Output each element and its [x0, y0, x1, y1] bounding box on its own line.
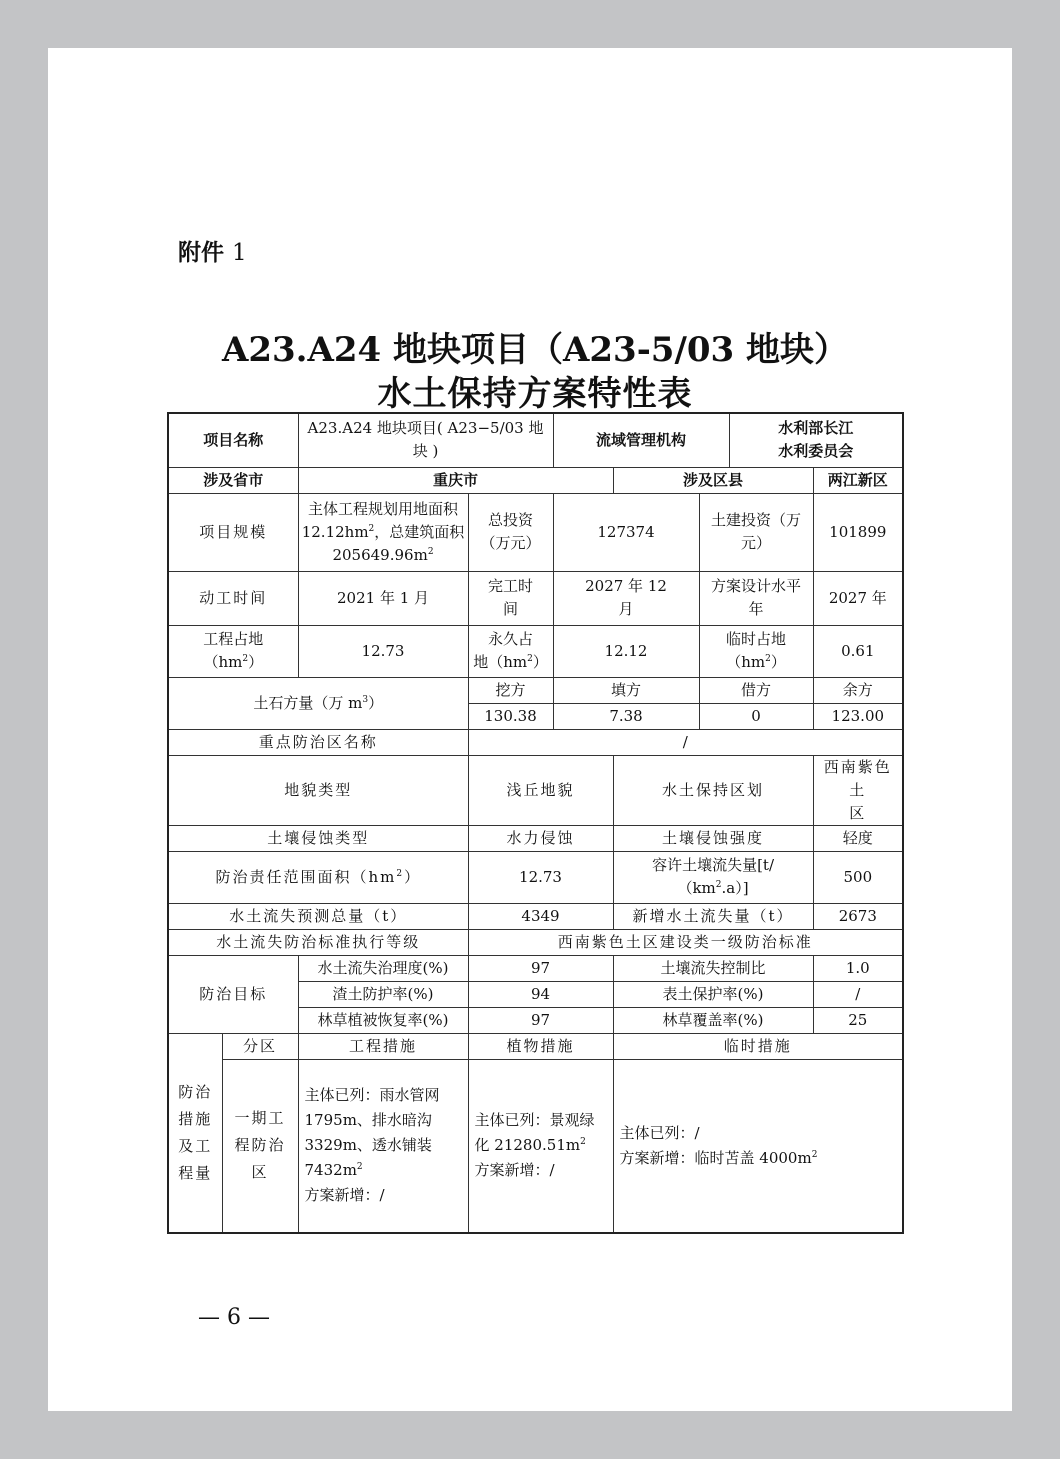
table-row [168, 677, 903, 703]
cell-target-label: 防治目标 [168, 955, 298, 1033]
cell-finish: 2027 年 12 月 [553, 571, 699, 625]
cell-district: 两江新区 [813, 467, 903, 493]
table-row [168, 413, 903, 467]
cell-total-invest-label: 总投资 （万元） [468, 493, 553, 571]
cell-measures-header: 植物措施 [468, 1033, 613, 1059]
spec-table [167, 412, 904, 1234]
cell-landform-label: 地貌类型 [168, 755, 468, 825]
cell-eng-measures: 主体已列：雨水管网 1795m、排水暗沟 3329m、透水铺装 $7432m^2$ 方案新增：/ [298, 1059, 468, 1233]
cell-earth-value: 0 [699, 703, 813, 729]
table-row [168, 571, 903, 625]
cell-target-name: 林草覆盖率(%) [613, 1007, 813, 1033]
table-row [168, 929, 903, 955]
cell-land-label: 工程占地 $(hm^2)$ [168, 625, 298, 677]
cell-perm-land: 12.12 [553, 625, 699, 677]
cell-earth-header: 借方 [699, 677, 813, 703]
cell-swc-zone-label: 水土保持区划 [613, 755, 813, 825]
cell-target-value: / [813, 981, 903, 1007]
table-row [168, 467, 903, 493]
cell-province-label: 涉及省市 [168, 467, 298, 493]
table-row [168, 493, 903, 571]
cell-standard: 西南紫色土区建设类一级防治标准 [468, 929, 903, 955]
cell-project-name-label: 项目名称 [168, 413, 298, 467]
document-title-line2: 水土保持方案特性表 [377, 374, 693, 414]
cell-erosion-intensity: 轻度 [813, 825, 903, 851]
cell-measures-header: 临时措施 [613, 1033, 903, 1059]
cell-new-loss-label: 新增水土流失量（t） [613, 903, 813, 929]
cell-total-invest: 127374 [553, 493, 699, 571]
table-row [168, 903, 903, 929]
cell-plant-measures: 主体已列：景观绿 化 $21280.51m^2$ 方案新增：/ [468, 1059, 613, 1233]
cell-erosion-type-label: 土壤侵蚀类型 [168, 825, 468, 851]
cell-resp-area-label: 防治责任范围面积$(hm^2)$ [168, 851, 468, 903]
cell-start: 2021 年 1 月 [298, 571, 468, 625]
cell-basin-org-label: 流域管理机构 [553, 413, 729, 467]
cell-perm-land-label: 永久占 地$(hm^2)$ [468, 625, 553, 677]
cell-target-value: 1.0 [813, 955, 903, 981]
page-number: — 6 — [198, 1305, 270, 1330]
cell-target-name: 渣土防护率(%) [298, 981, 468, 1007]
cell-key-zone-label: 重点防治区名称 [168, 729, 468, 755]
cell-target-value: 25 [813, 1007, 903, 1033]
cell-design-level: 2027 年 [813, 571, 903, 625]
cell-earth-header: 余方 [813, 677, 903, 703]
cell-measures-header: 工程措施 [298, 1033, 468, 1059]
cell-province: 重庆市 [298, 467, 613, 493]
cell-design-level-label: 方案设计水平 年 [699, 571, 813, 625]
cell-temp-land-label: 临时占地 $(hm^2)$ [699, 625, 813, 677]
table-row [168, 1059, 903, 1233]
cell-erosion-type: 水力侵蚀 [468, 825, 613, 851]
cell-swc-zone: 西南紫色土 区 [813, 755, 903, 825]
cell-scale-label: 项目规模 [168, 493, 298, 571]
cell-allow-loss-label: 容许土壤流失量[t/ $(km^2.a)$] [613, 851, 813, 903]
cell-zone: 一期工 程防治 区 [222, 1059, 298, 1233]
attachment-label: 附件 1 [178, 240, 247, 266]
table-row [168, 729, 903, 755]
cell-earth-header: 挖方 [468, 677, 553, 703]
cell-pred-loss: 4349 [468, 903, 613, 929]
cell-target-name: 表土保护率(%) [613, 981, 813, 1007]
cell-earth-value: 7.38 [553, 703, 699, 729]
cell-civil-invest-label: 土建投资（万 元） [699, 493, 813, 571]
cell-key-zone: / [468, 729, 903, 755]
cell-measures-header: 分区 [222, 1033, 298, 1059]
cell-target-name: 水土流失治理度(%) [298, 955, 468, 981]
cell-target-value: 97 [468, 1007, 613, 1033]
cell-finish-label: 完工时 间 [468, 571, 553, 625]
cell-project-name: A23.A24 地块项目( A23−5/03 地块 ) [298, 413, 553, 467]
cell-pred-loss-label: 水土流失预测总量（t） [168, 903, 468, 929]
cell-basin-org: 水利部长江 水利委员会 [729, 413, 903, 467]
table-row [168, 825, 903, 851]
cell-landform: 浅丘地貌 [468, 755, 613, 825]
cell-earth-value: 123.00 [813, 703, 903, 729]
table-row [168, 1033, 903, 1059]
table-row [168, 625, 903, 677]
table-row [168, 955, 903, 981]
cell-district-label: 涉及区县 [613, 467, 813, 493]
cell-temp-land: 0.61 [813, 625, 903, 677]
cell-earth-value: 130.38 [468, 703, 553, 729]
cell-start-label: 动工时间 [168, 571, 298, 625]
cell-standard-label: 水土流失防治标准执行等级 [168, 929, 468, 955]
cell-target-value: 97 [468, 955, 613, 981]
cell-target-value: 94 [468, 981, 613, 1007]
cell-allow-loss: 500 [813, 851, 903, 903]
cell-earth-header: 填方 [553, 677, 699, 703]
cell-erosion-intensity-label: 土壤侵蚀强度 [613, 825, 813, 851]
cell-scale: 主体工程规划用地面积 $12.12hm^2$，总建筑面积 $205649.96m^2$ [298, 493, 468, 571]
cell-measures-label: 防治 措施 及工 程量 [168, 1033, 222, 1233]
cell-civil-invest: 101899 [813, 493, 903, 571]
cell-target-name: 林草植被恢复率(%) [298, 1007, 468, 1033]
document-title-line1: A23.A24 地块项目（A23-5/03 地块） [221, 330, 849, 370]
attachment-number: 1 [232, 240, 247, 266]
cell-new-loss: 2673 [813, 903, 903, 929]
cell-land: 12.73 [298, 625, 468, 677]
cell-target-name: 土壤流失控制比 [613, 955, 813, 981]
table-row [168, 851, 903, 903]
table-row [168, 755, 903, 825]
cell-resp-area: 12.73 [468, 851, 613, 903]
cell-earth-label: 土石方量（万 $m^3$） [168, 677, 468, 729]
cell-temp-measures: 主体已列：/ 方案新增：临时苫盖 $4000m^2$ [613, 1059, 903, 1233]
